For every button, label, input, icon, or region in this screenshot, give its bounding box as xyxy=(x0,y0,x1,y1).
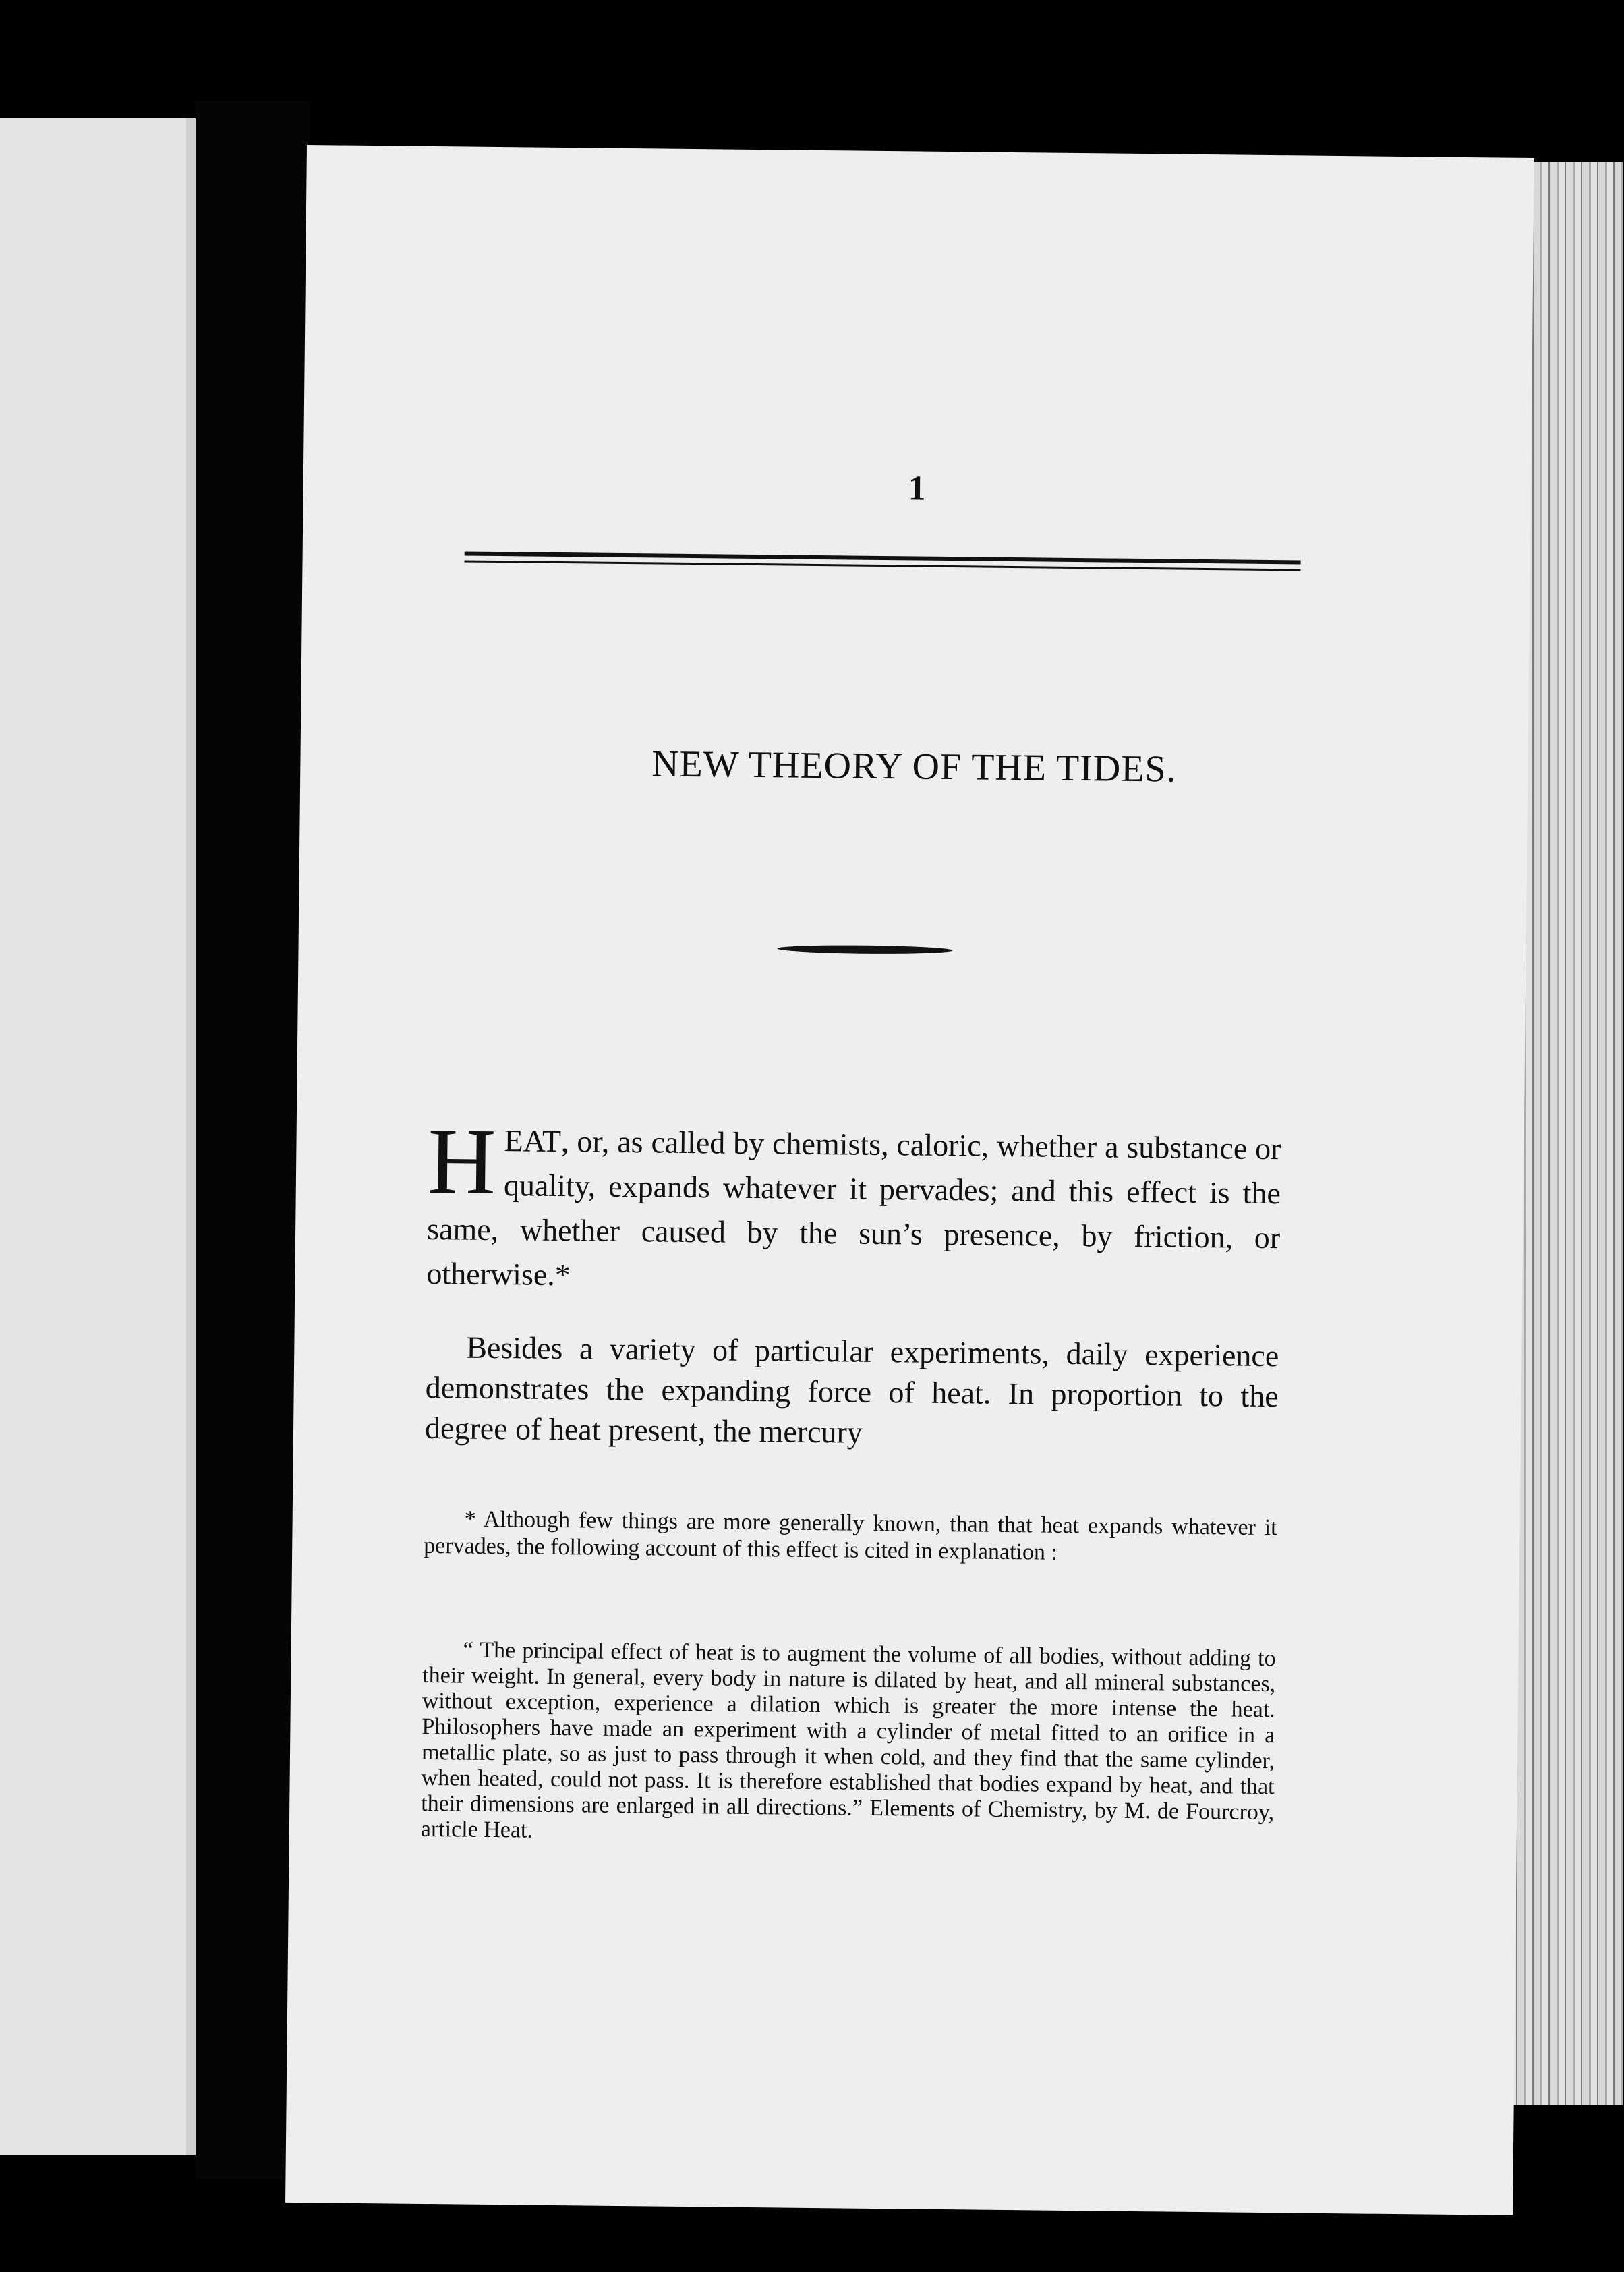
paragraph-1 xyxy=(426,1108,1281,1305)
page-number: 1 xyxy=(908,469,927,508)
header-double-rule xyxy=(465,551,1301,571)
facing-page-left xyxy=(0,118,196,2155)
title-ornament-rule xyxy=(777,944,952,955)
paragraph-2: Besides a variety of particular experiments, daily experience demonstrates the expanding force of heat. In proportion to the degree of heat present, the mercury xyxy=(424,1330,1279,1450)
paragraph-1-first-word: EAT xyxy=(504,1123,562,1159)
chapter-title: NEW THEORY OF THE TIDES. xyxy=(651,743,1177,791)
footnote-quotation: “ The principal effect of heat is to augment the volume of all bodies, without adding to their weight. In general, every body in nature is dilated by heat, and all mineral substances, without exception, experience a dilation which is greater the more intense the heat. Philosophers have made an experiment with a cylinder of metal fitted to an orifice in a metallic plate, so as just to pass through it when cold, and they find that the same cylinder, when heated, could not pass. It is therefore established that bodies expand by heat, and that their dimensions are enlarged in all directions.” Elements of Chemistry, by M. de Fourcroy, article Heat. xyxy=(420,1637,1276,1843)
footnote-1: * Although few things are more generally known, than that heat expands whatever it pervades, the following account of this effect is cited in explanation : xyxy=(424,1506,1277,1565)
book-page xyxy=(285,145,1534,2215)
drop-cap: H xyxy=(427,1108,497,1215)
paragraph-1-text: , or, as called by chemists, caloric, whether a substance or quality, expands whatever it pervades; and this effect is the same, whether caused by the sun’s presence, by friction, or otherwise.* xyxy=(426,1124,1281,1293)
